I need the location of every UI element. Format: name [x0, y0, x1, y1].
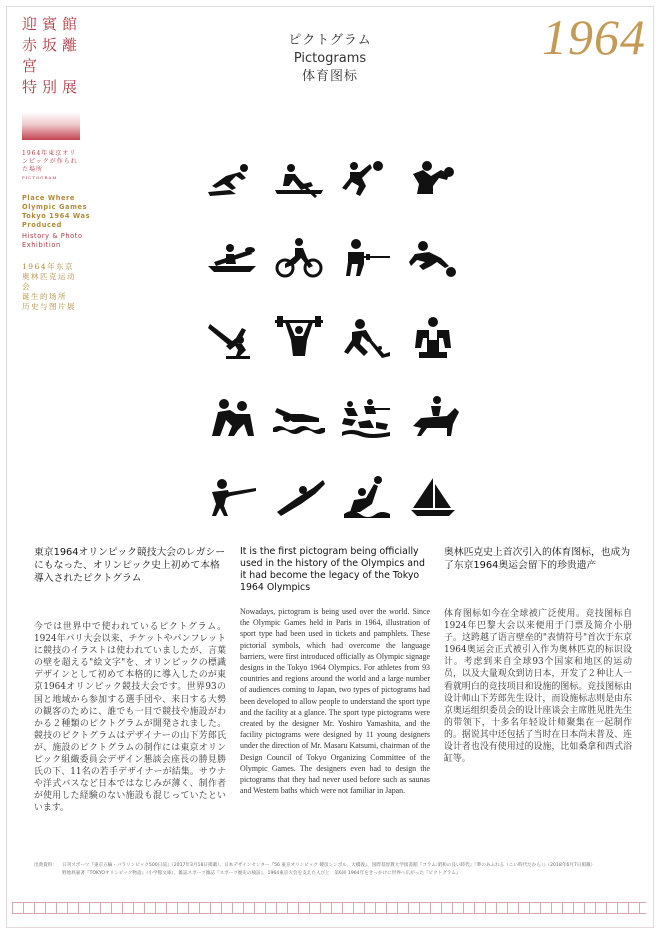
gymnastics-icon [198, 298, 265, 378]
boxing-icon [399, 138, 466, 218]
column-english [240, 546, 430, 796]
volleyball-icon [332, 138, 399, 218]
wrestling-icon [198, 378, 265, 458]
sidebar-title-line: 迎賓館 [22, 15, 83, 33]
notes-line: 日刊スポーツ『東京五輪・パラリンピック500日前』（2017年3月18日掲載）、日本デザインセンター『56 東京オリンピック 競技シンボル、大橋義』、国際基督教大学図書館『コラム:昭和の良い時代』『夢のあふれる（こい時代だから）』（2018年6月7日掲載） [62, 863, 596, 868]
modern-pentathlon-icon [332, 378, 399, 458]
sidebar-en-line: Produced [22, 221, 62, 229]
sidebar-cn-line: 历史与图片展 [22, 302, 76, 311]
diving-icon [265, 458, 332, 538]
sidebar-en-subtitle [22, 232, 92, 250]
sidebar-en-line: Tokyo 1964 Was [22, 212, 91, 220]
sidebar-jp-subtitle-tag: PICTOGRAM [22, 175, 58, 180]
column-cn-heading: 奥林匹克史上首次引入的体育图标，也成为了东京1964奥运会留下的珍贵遗产 [444, 547, 631, 571]
column-chinese [444, 546, 632, 765]
sidebar-en-line: Place Where [22, 194, 75, 202]
sidebar-title-line: 赤坂離宮 [22, 36, 83, 75]
source-notes [34, 862, 626, 878]
sidebar-jp-subtitle-text: 1964年東京オリンピックが作られた場所 [22, 150, 78, 173]
sidebar-en-sub-line: Exhibition [22, 241, 61, 249]
column-en-body: Nowadays, pictogram is being used over the world. Since the Olympic Games held in Paris in 1964, illustration of sport type had been used in tickets and pamphlets. These pictorial symbols, which had overcome the language barriers, were first introduced officially as Olympic signage designs in the Tokyo 1964 Olympics. For athletes from 93 countries and regions around the world and a large number of audiences coming to Japan, two types of pictograms had been developed to allow people to understand the sport type and the facility at a glance. The sport type pictograms were created by the designer Mr. Yoshiro Yamashita, and the facility pictograms were designed by 11 young designers under the direction of Mr. Masaru Katsumi, chairman of the Design Council of Tokyo Organizing Committee of the Olympic Games. The designers even had to design the pictograms that they had never used before such as saunas and Western baths which were not familiar in Japan. [240, 607, 430, 796]
column-cn-body: 体育图标如今在全球被广泛使用。竞技图标自1924年巴黎大会以来便用于门票及简介小册子。这跨越了语言壁垒的"表情符号"首次于东京1964奥运会正式被引入作为奥林匹克的标识设计。考虑到来自全球93个国家和地区的运动员，以及大量观众到访日本，开发了２种让人一看就明白的竞技项目和设施的图标。竞技图标由设计师山下芳郎先生设计，而设施标志则是由东京奥运组织委员会的设计座谈会主席胜见胜先生的带领下，十多名年轻设计师聚集在一起制作的。据说其中还包括了当时在日本尚未普及、连设计者也没有使用过的设施，比如桑拿和西式浴缸等。 [444, 609, 632, 765]
sidebar-title [22, 14, 92, 98]
shooting-icon [198, 458, 265, 538]
equestrian-icon [399, 378, 466, 458]
column-en-heading: It is the first pictogram being officially used in the history of the Olympics and it had become the legacy of the Tokyo 1964 Olympics [240, 546, 425, 593]
sidebar-en-sub-line: History & Photo [22, 232, 83, 240]
hockey-icon [332, 298, 399, 378]
column-jp-heading: 東京1964オリンピック競技大会のレガシーにもなった、オリンピック史上初めて本格導入されたピクトグラム [34, 547, 226, 584]
sidebar-gradient-bar [22, 112, 80, 140]
rowing-icon [265, 138, 332, 218]
fencing-icon [332, 218, 399, 298]
sidebar-cn-title [22, 262, 82, 312]
water-polo-icon [332, 458, 399, 538]
header-cn: 体育图标 [301, 69, 358, 84]
sailing-icon [399, 458, 466, 538]
year-title: 1964 [542, 9, 646, 65]
sidebar-en-title [22, 194, 92, 230]
canoeing-icon [198, 218, 265, 298]
pictogram-grid [198, 138, 466, 538]
sidebar-en-line: Olympic Games [22, 203, 88, 211]
judo-icon [399, 298, 466, 378]
footer-tick-border [12, 902, 646, 914]
cycling-road-icon [198, 138, 265, 218]
notes-line: 野地秩嘉著『TOKYOオリンピック物語』（小学館文庫）、雑誌スポーツ雑誌『スポーツ歴史の検証』、1964東京大会を支えた人びと 第6回 1964年をきっかけに世界へ広がった『ピクトグラム』 [62, 871, 461, 876]
column-jp-body: 今では世界中で使われているピクトグラム。1924年パリ大会以来、チケットやパンフレットに競技のイラストは使われていましたが、言葉の壁を超える"絵文字"を、オリンピックの標識デザインとして初めて本格的に導入したのが東京1964オリンピック競技大会です。世界93の国と地域から参加する選手団や、来日する大勢の観客のために、誰でも一目で競技や施設がわかる２種類のピクトグラムが開発されました。競技のピクトグラムはデザイナーの山下芳郎氏が、施設のピクトグラムの制作には東京オリンピック組織委員会デザイン懇談会座長の勝見勝氏の下、11名の若手デザイナーが結集。サウナや洋式バスなど日本ではなじみが薄く、制作者が使用した経験のない施設も混じっていたといいます。 [34, 622, 226, 814]
header-en: Pictograms [293, 51, 367, 66]
sidebar-cn-line: 奥林匹克运动会 [22, 272, 76, 291]
page-header [230, 32, 430, 86]
swimming-icon [265, 378, 332, 458]
sidebar-cn-line: 1964年东京 [22, 262, 75, 271]
football-icon [399, 218, 466, 298]
cycling-track-icon [265, 218, 332, 298]
column-japanese [34, 546, 226, 815]
weightlifting-icon [265, 298, 332, 378]
header-jp: ピクトグラム [288, 33, 372, 48]
notes-label: 出典資料： [34, 863, 57, 868]
sidebar-title-line: 特別展 [22, 78, 83, 96]
sidebar-cn-line: 诞生的场所 [22, 292, 67, 301]
sidebar [22, 14, 92, 312]
sidebar-jp-subtitle [22, 150, 82, 182]
